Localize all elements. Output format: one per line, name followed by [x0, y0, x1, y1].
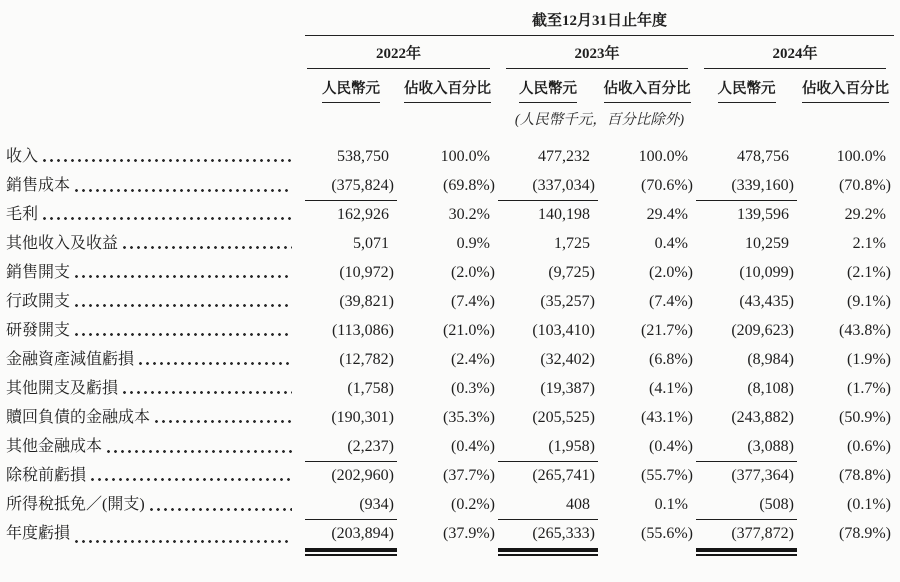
table-row — [6, 519, 900, 548]
amount-column-header: 人民幣元 — [322, 80, 380, 103]
table-row — [6, 345, 900, 374]
row-label-text: 收入 — [6, 148, 39, 165]
percent-cell: 0.4% — [654, 235, 688, 252]
percent-cell: 30.2% — [448, 206, 490, 223]
amount-cell: (8,984) — [747, 351, 794, 368]
dot-leader — [121, 374, 292, 403]
amount-cell: 140,198 — [538, 206, 590, 223]
percent-cell: 100.0% — [638, 148, 688, 165]
percent-cell: (4.1%) — [649, 380, 693, 397]
year-group-2024 — [696, 45, 894, 69]
table-row — [6, 461, 900, 490]
amount-cell: (39,821) — [339, 293, 394, 310]
dot-leader — [73, 287, 292, 316]
period-header — [305, 12, 894, 36]
percent-cell: (37.9%) — [443, 525, 495, 542]
column-header-row — [6, 80, 900, 103]
amount-cell: (202,960) — [331, 467, 394, 484]
row-label-text: 研發開支 — [6, 322, 71, 339]
table-row — [6, 171, 900, 200]
amount-cell: (3,088) — [696, 432, 797, 462]
percent-cell: (0.6%) — [847, 438, 891, 455]
row-label-text: 除稅前虧損 — [6, 467, 87, 484]
amount-cell: (113,086) — [331, 322, 394, 339]
percent-cell: (0.1%) — [847, 496, 891, 513]
row-label — [6, 461, 305, 490]
percent-cell: (1.9%) — [847, 351, 891, 368]
year-label: 2024年 — [704, 45, 886, 69]
column-header-cell — [397, 80, 498, 103]
amount-cell: (377,872) — [696, 519, 797, 552]
amount-cell: (103,410) — [532, 322, 595, 339]
row-label — [6, 200, 305, 229]
percent-cell: (37.7%) — [443, 467, 495, 484]
table-row — [6, 490, 900, 519]
dot-leader — [137, 345, 292, 374]
amount-cell: 5,071 — [353, 235, 389, 252]
percent-cell: (35.3%) — [443, 409, 495, 426]
column-header-cell — [797, 80, 894, 103]
percent-cell: 2.1% — [852, 235, 886, 252]
year-label: 2022年 — [307, 45, 490, 69]
amount-cell: (339,160) — [696, 171, 797, 201]
percent-cell: (43.8%) — [839, 322, 891, 339]
dot-leader — [121, 229, 292, 258]
row-label-text: 贖回負債的金融成本 — [6, 409, 151, 426]
label-column-spacer — [6, 45, 305, 69]
percent-cell: (2.4%) — [451, 351, 495, 368]
percent-cell: (9.1%) — [847, 293, 891, 310]
dot-leader — [105, 432, 292, 462]
table-row — [6, 432, 900, 461]
amount-cell: (265,741) — [532, 467, 595, 484]
amount-cell: (10,099) — [739, 264, 794, 281]
percent-cell: (0.4%) — [649, 438, 693, 455]
amount-cell: 477,232 — [538, 148, 590, 165]
percent-cell: 0.1% — [654, 496, 688, 513]
dot-leader — [41, 142, 292, 171]
row-label-text: 銷售成本 — [6, 177, 71, 194]
dot-leader — [73, 171, 292, 201]
table-row — [6, 316, 900, 345]
amount-cell: 478,756 — [737, 148, 789, 165]
column-header-cell — [305, 80, 397, 103]
label-column-spacer — [6, 80, 305, 103]
label-column-spacer — [6, 109, 305, 131]
period-header-text: 截至12月31日止年度 — [531, 13, 667, 29]
percent-cell: (69.8%) — [443, 177, 495, 194]
percent-cell: 100.0% — [836, 148, 886, 165]
dot-leader — [41, 200, 292, 229]
amount-cell: 1,725 — [554, 235, 590, 252]
table-row — [6, 374, 900, 403]
year-header-row — [6, 45, 900, 69]
amount-cell: (43,435) — [739, 293, 794, 310]
row-label — [6, 490, 305, 520]
dot-leader — [153, 403, 292, 432]
column-header-cell — [696, 80, 797, 103]
percent-cell: (0.2%) — [451, 496, 495, 513]
percent-cell: (55.7%) — [641, 467, 693, 484]
row-label-text: 行政開支 — [6, 293, 71, 310]
amount-column-header: 人民幣元 — [519, 80, 577, 103]
amount-cell: (1,958) — [498, 432, 598, 462]
amount-cell: (375,824) — [305, 171, 397, 201]
percent-cell: 29.2% — [844, 206, 886, 223]
amount-cell: (209,623) — [731, 322, 794, 339]
amount-cell: (377,364) — [731, 467, 794, 484]
row-label — [6, 258, 305, 287]
unit-note: (人民幣千元，百分比除外) — [514, 112, 685, 128]
label-column-spacer — [6, 12, 305, 36]
amount-cell: 10,259 — [745, 235, 789, 252]
row-label-text: 年度虧損 — [6, 525, 71, 542]
row-label-text: 其他收入及收益 — [6, 235, 119, 252]
column-header-cell — [598, 80, 696, 103]
income-statement-body — [6, 142, 900, 548]
row-label-text: 其他金融成本 — [6, 438, 103, 455]
amount-cell: (190,301) — [331, 409, 394, 426]
amount-cell: 162,926 — [337, 206, 389, 223]
percent-cell: (0.4%) — [451, 438, 495, 455]
amount-cell: (205,525) — [532, 409, 595, 426]
row-label-text: 毛利 — [6, 206, 39, 223]
amount-cell: (1,758) — [347, 380, 394, 397]
row-label-text: 金融資產減值虧損 — [6, 351, 135, 368]
dot-leader — [73, 519, 292, 552]
row-label — [6, 432, 305, 462]
row-label-text: 其他開支及虧損 — [6, 380, 119, 397]
table-row — [6, 287, 900, 316]
amount-cell: (35,257) — [540, 293, 595, 310]
amount-cell: (2,237) — [305, 432, 397, 462]
percent-cell: (0.3%) — [451, 380, 495, 397]
percent-cell: (7.4%) — [649, 293, 693, 310]
row-label — [6, 229, 305, 258]
percent-cell: 29.4% — [646, 206, 688, 223]
row-label — [6, 287, 305, 316]
amount-cell: (203,894) — [305, 519, 397, 552]
amount-cell: 408 — [498, 490, 598, 520]
percent-cell: (1.7%) — [847, 380, 891, 397]
percent-cell: (6.8%) — [649, 351, 693, 368]
amount-cell: (32,402) — [540, 351, 595, 368]
percent-cell: (70.8%) — [839, 177, 891, 194]
row-label — [6, 345, 305, 374]
row-label — [6, 374, 305, 403]
unit-note-row — [6, 109, 900, 131]
amount-cell: (934) — [305, 490, 397, 520]
column-header-cell — [498, 80, 598, 103]
row-label — [6, 403, 305, 432]
amount-cell: (508) — [696, 490, 797, 520]
table-row — [6, 258, 900, 287]
amount-cell: (243,882) — [731, 409, 794, 426]
percent-cell: (7.4%) — [451, 293, 495, 310]
dot-leader — [89, 461, 292, 490]
percent-column-header: 佔收入百分比 — [802, 80, 889, 103]
year-group-2022 — [305, 45, 498, 69]
percent-cell: (50.9%) — [839, 409, 891, 426]
amount-cell: (8,108) — [747, 380, 794, 397]
percent-cell: (2.1%) — [847, 264, 891, 281]
amount-cell: 139,596 — [737, 206, 789, 223]
amount-cell: (9,725) — [548, 264, 595, 281]
amount-column-header: 人民幣元 — [718, 80, 776, 103]
percent-cell: (21.0%) — [443, 322, 495, 339]
percent-column-header: 佔收入百分比 — [604, 80, 691, 103]
year-label: 2023年 — [506, 45, 688, 69]
percent-column-header: 佔收入百分比 — [404, 80, 491, 103]
row-label — [6, 142, 305, 171]
percent-cell: (21.7%) — [641, 322, 693, 339]
percent-cell: (70.6%) — [641, 177, 693, 194]
amount-cell: (12,782) — [339, 351, 394, 368]
amount-cell: (10,972) — [339, 264, 394, 281]
row-label — [6, 171, 305, 201]
percent-cell: (2.0%) — [649, 264, 693, 281]
row-label-text: 銷售開支 — [6, 264, 71, 281]
percent-cell: (55.6%) — [641, 525, 693, 542]
percent-cell: (2.0%) — [451, 264, 495, 281]
amount-cell: (337,034) — [498, 171, 598, 201]
table-row — [6, 142, 900, 171]
table-row — [6, 229, 900, 258]
row-label-text: 所得稅抵免／(開支) — [6, 496, 145, 513]
percent-cell: (78.9%) — [839, 525, 891, 542]
dot-leader — [73, 316, 292, 345]
amount-cell: 538,750 — [337, 148, 389, 165]
percent-cell: 0.9% — [456, 235, 490, 252]
amount-cell: (265,333) — [498, 519, 598, 552]
dot-leader — [73, 258, 292, 287]
dot-leader — [148, 490, 292, 520]
amount-cell: (19,387) — [540, 380, 595, 397]
table-row — [6, 403, 900, 432]
year-group-2023 — [498, 45, 696, 69]
row-label — [6, 316, 305, 345]
percent-cell: 100.0% — [440, 148, 490, 165]
row-label — [6, 519, 305, 552]
period-header-row — [6, 12, 900, 36]
percent-cell: (43.1%) — [641, 409, 693, 426]
percent-cell: (78.8%) — [839, 467, 891, 484]
table-row — [6, 200, 900, 229]
